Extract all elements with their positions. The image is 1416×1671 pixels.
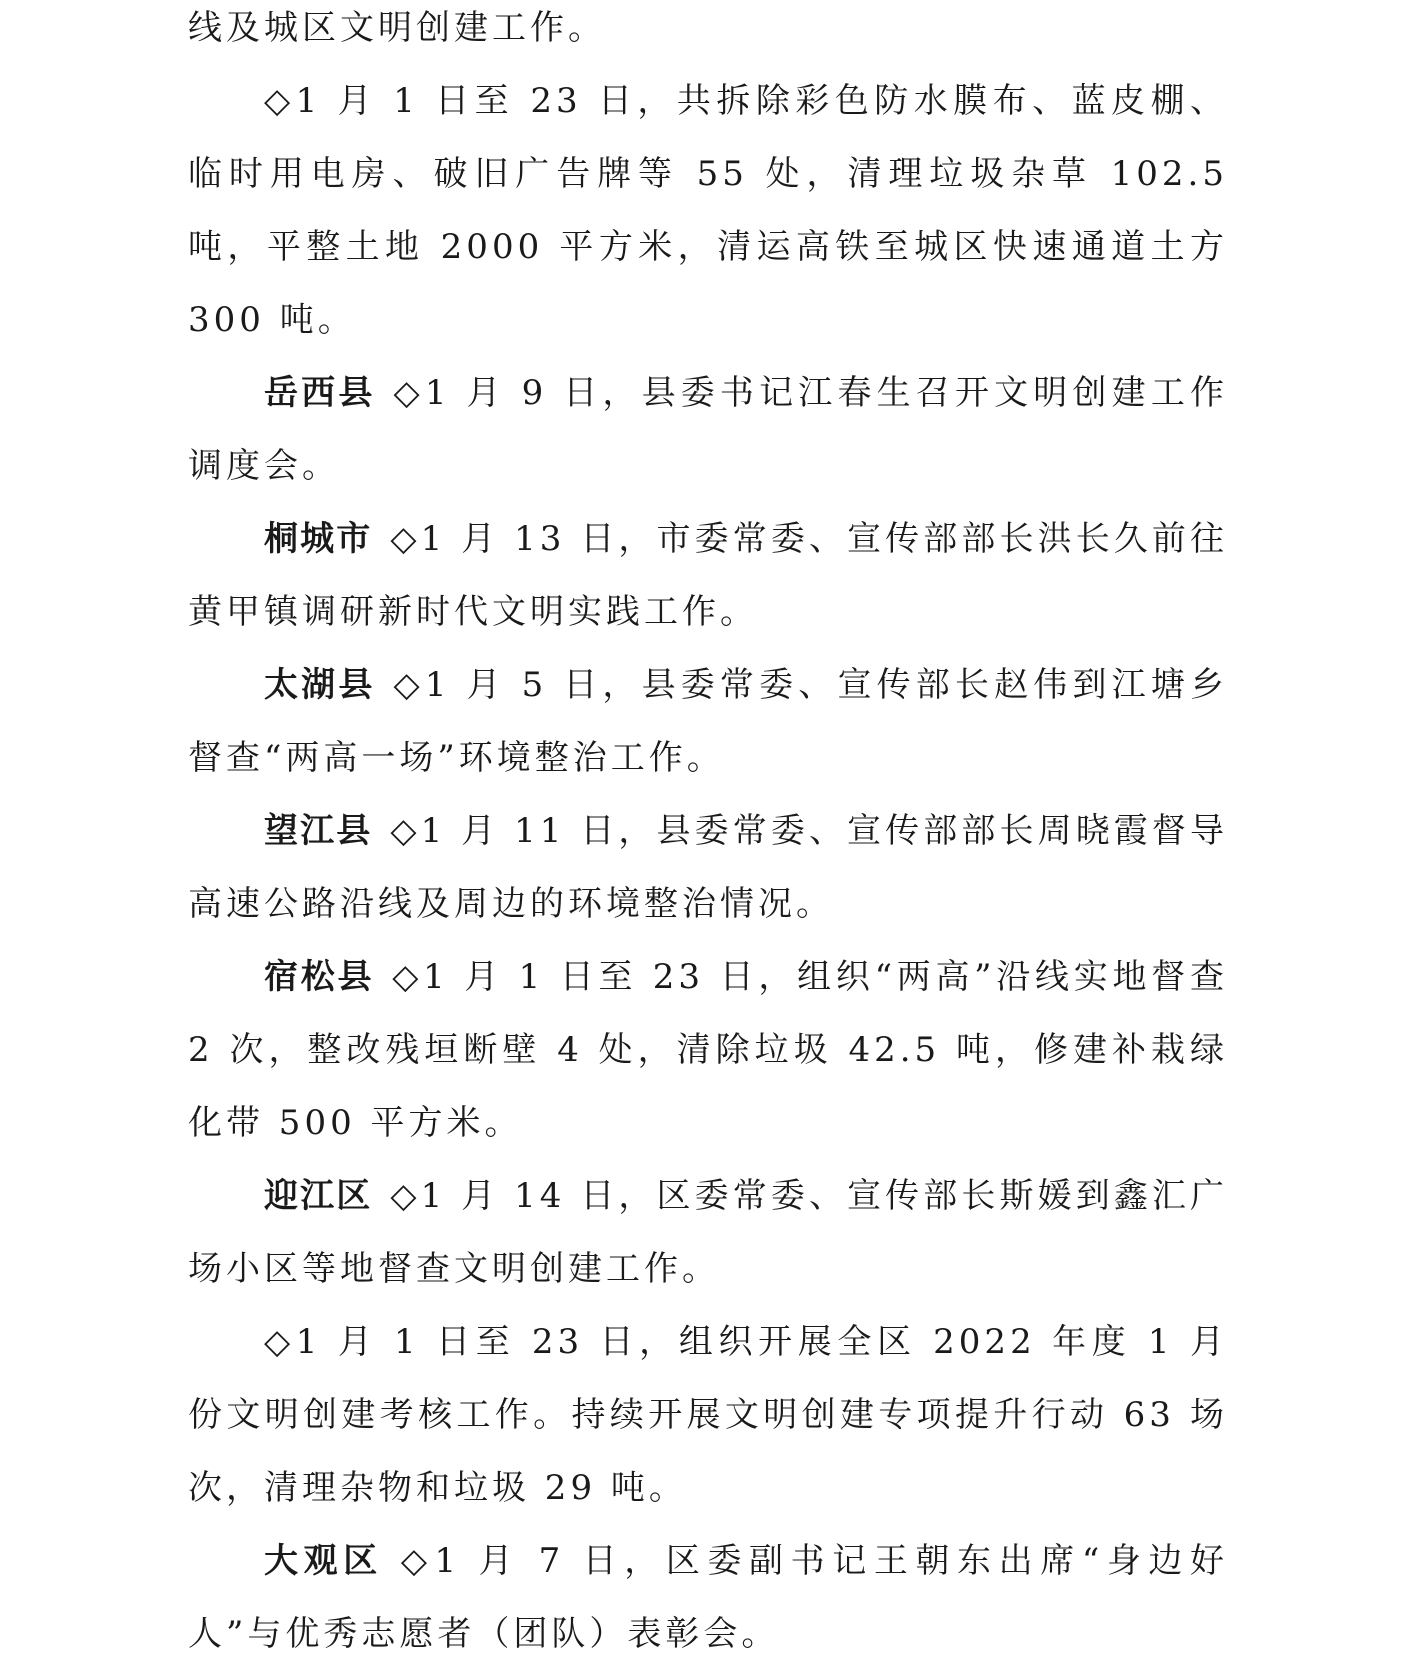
paragraph-text: ◇1 月 1 日至 23 日，组织“两高”沿线实地督查 2 次，整改残垣断壁 4 处，清除垃圾 42.5 吨，修建补栽绿化带 500 平方米。 <box>188 957 1229 1143</box>
paragraph-4 <box>188 649 1228 795</box>
paragraph-9 <box>188 1525 1228 1671</box>
paragraph-7 <box>188 1160 1228 1306</box>
paragraph-5 <box>188 795 1228 941</box>
region-name: 迎江区 <box>264 1176 373 1216</box>
paragraph-3 <box>188 503 1228 649</box>
paragraph-1 <box>188 65 1228 357</box>
paragraph-2 <box>188 357 1228 503</box>
paragraph-text: ◇1 月 9 日，县委书记江春生召开文明创建工作调度会。 <box>188 373 1229 486</box>
paragraph-text: ◇1 月 5 日，县委常委、宣传部长赵伟到江塘乡督查“两高一场”环境整治工作。 <box>188 665 1229 778</box>
paragraph-text: ◇1 月 1 日至 23 日，组织开展全区 2022 年度 1 月份文明创建考核工作。持续开展文明创建专项提升行动 63 场次，清理杂物和垃圾 29 吨。 <box>188 1322 1228 1508</box>
region-name: 望江县 <box>264 811 373 851</box>
paragraph-text: ◇1 月 7 日，区委副书记王朝东出席“身边好人”与优秀志愿者（团队）表彰会。 <box>188 1541 1229 1654</box>
region-name: 桐城市 <box>264 519 373 559</box>
paragraph-text: 线及城区文明创建工作。 <box>188 8 606 48</box>
document-body <box>188 0 1228 1671</box>
paragraph-text: ◇1 月 11 日，县委常委、宣传部部长周晓霞督导高速公路沿线及周边的环境整治情况。 <box>188 811 1229 924</box>
paragraph-8 <box>188 1306 1228 1525</box>
paragraph-text: ◇1 月 1 日至 23 日，共拆除彩色防水膜布、蓝皮棚、临时用电房、破旧广告牌等 55 处，清理垃圾杂草 102.5 吨，平整土地 2000 平方米，清运高铁至城区快速通道土方 300 吨。 <box>188 81 1228 340</box>
paragraph-0 <box>188 0 1228 65</box>
region-name: 宿松县 <box>264 957 375 997</box>
paragraph-text: ◇1 月 14 日，区委常委、宣传部长斯媛到鑫汇广场小区等地督查文明创建工作。 <box>188 1176 1229 1289</box>
region-name: 大观区 <box>264 1541 383 1581</box>
paragraph-6 <box>188 941 1228 1160</box>
region-name: 太湖县 <box>264 665 376 705</box>
region-name: 岳西县 <box>264 373 376 413</box>
paragraph-text: ◇1 月 13 日，市委常委、宣传部部长洪长久前往黄甲镇调研新时代文明实践工作。 <box>188 519 1229 632</box>
